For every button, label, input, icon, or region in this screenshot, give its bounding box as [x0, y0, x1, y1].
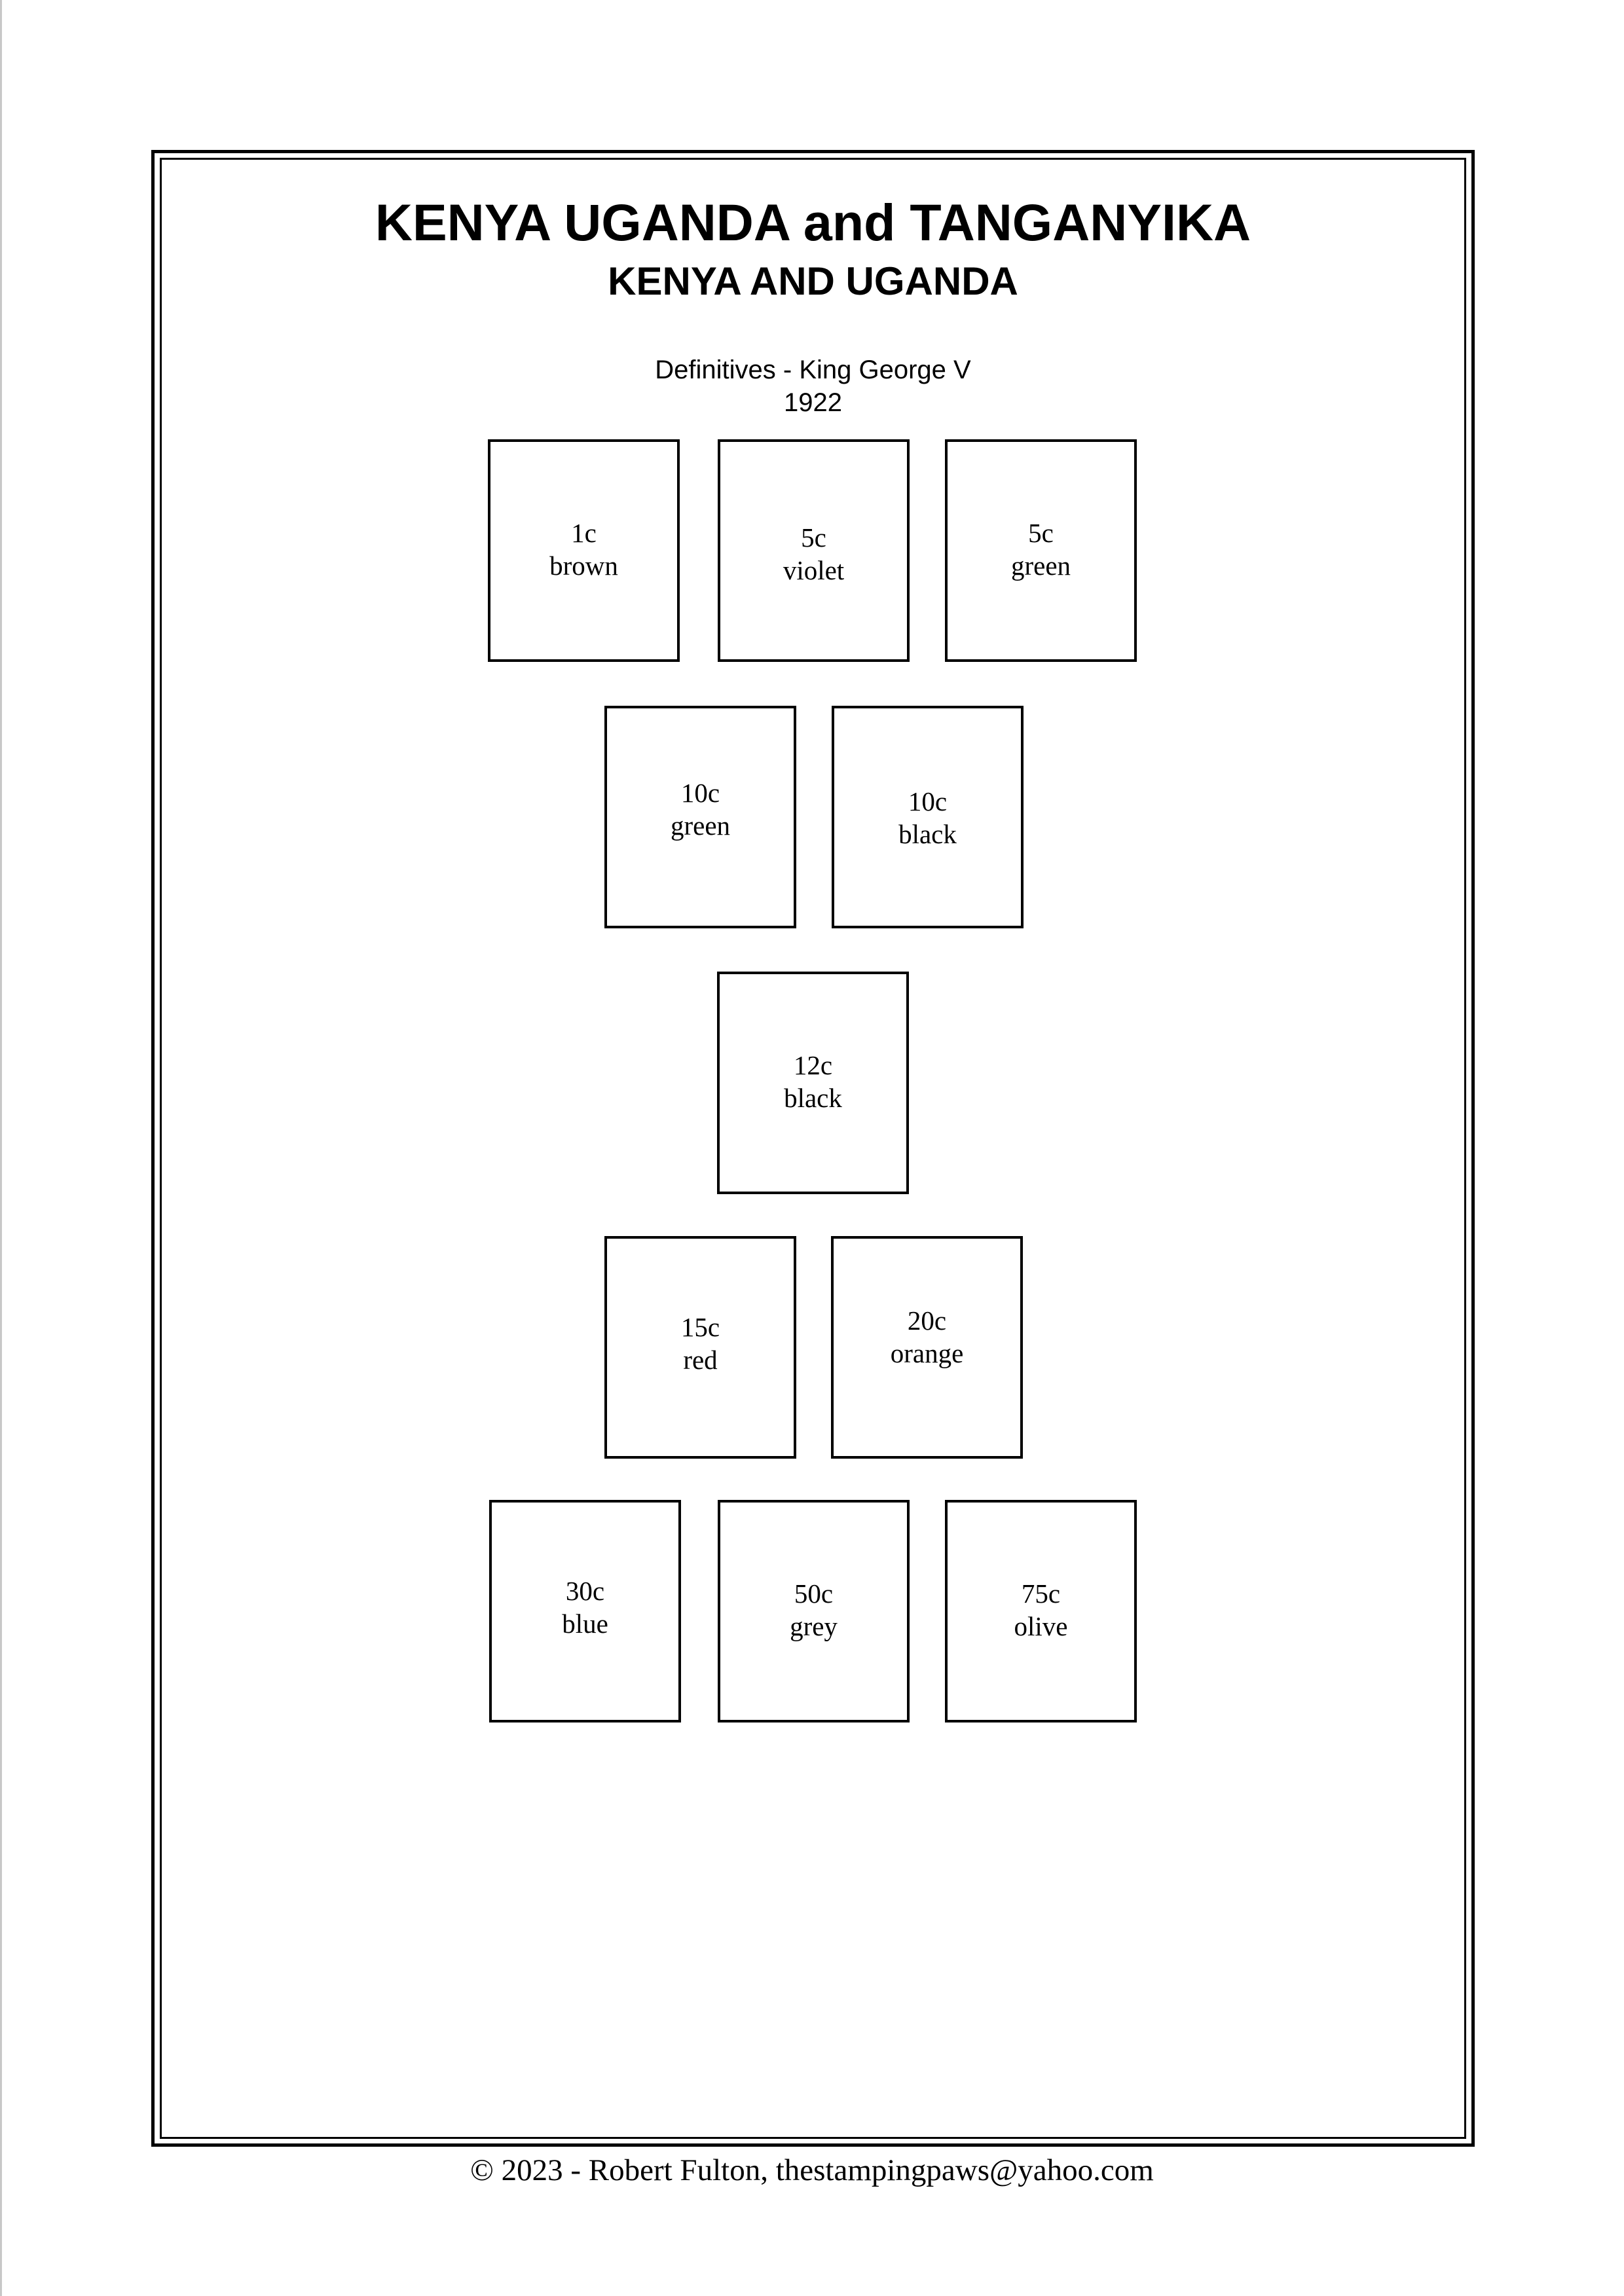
stamp-color: red: [683, 1345, 718, 1375]
stamp-color: orange: [890, 1338, 964, 1368]
set-year: 1922: [784, 388, 842, 417]
stamp-color: olive: [1014, 1611, 1068, 1641]
stamp-value: 5c: [801, 522, 826, 553]
set-title: Definitives - King George V: [655, 355, 971, 384]
stamp-box-12c-black[interactable]: [717, 972, 909, 1194]
stamp-color: green: [670, 811, 731, 841]
stamp-value: 12c: [793, 1050, 833, 1080]
stamp-value: 10c: [908, 786, 948, 816]
stamp-box-20c-orange[interactable]: [831, 1236, 1023, 1459]
stamp-box-15c-red[interactable]: [604, 1236, 796, 1459]
stamp-color: black: [784, 1083, 842, 1113]
stamp-value: 5c: [1028, 518, 1054, 548]
stamp-value: 10c: [680, 778, 720, 808]
stamp-value: 20c: [907, 1305, 947, 1336]
page-subtitle: KENYA AND UGANDA: [608, 259, 1018, 303]
stamp-box-50c-grey[interactable]: [718, 1500, 910, 1722]
stamp-color: brown: [549, 551, 618, 581]
stamp-value: 1c: [571, 518, 597, 548]
stamp-value: 50c: [794, 1578, 834, 1609]
stamp-box-10c-black[interactable]: [832, 706, 1024, 928]
stamp-box-1c-brown[interactable]: [488, 439, 680, 662]
stamp-color: grey: [790, 1611, 838, 1641]
stamp-value: 30c: [565, 1576, 605, 1606]
page-edge: [0, 0, 2, 2296]
stamp-color: blue: [562, 1609, 608, 1639]
page-title: KENYA UGANDA and TANGANYIKA: [375, 193, 1251, 251]
stamp-value: 75c: [1021, 1578, 1061, 1609]
stamp-box-5c-green[interactable]: [945, 439, 1137, 662]
stamp-box-5c-violet[interactable]: [718, 439, 910, 662]
stamp-box-75c-olive[interactable]: [945, 1500, 1137, 1722]
copyright-footer: © 2023 - Robert Fulton, thestampingpaws@yahoo.com: [470, 2153, 1154, 2187]
stamp-value: 15c: [680, 1312, 720, 1342]
stamp-box-10c-green[interactable]: [604, 706, 796, 928]
stamp-color: black: [898, 819, 957, 849]
stamp-color: violet: [783, 555, 845, 585]
stamp-box-30c-blue[interactable]: [489, 1500, 681, 1722]
stamp-color: green: [1010, 551, 1071, 581]
